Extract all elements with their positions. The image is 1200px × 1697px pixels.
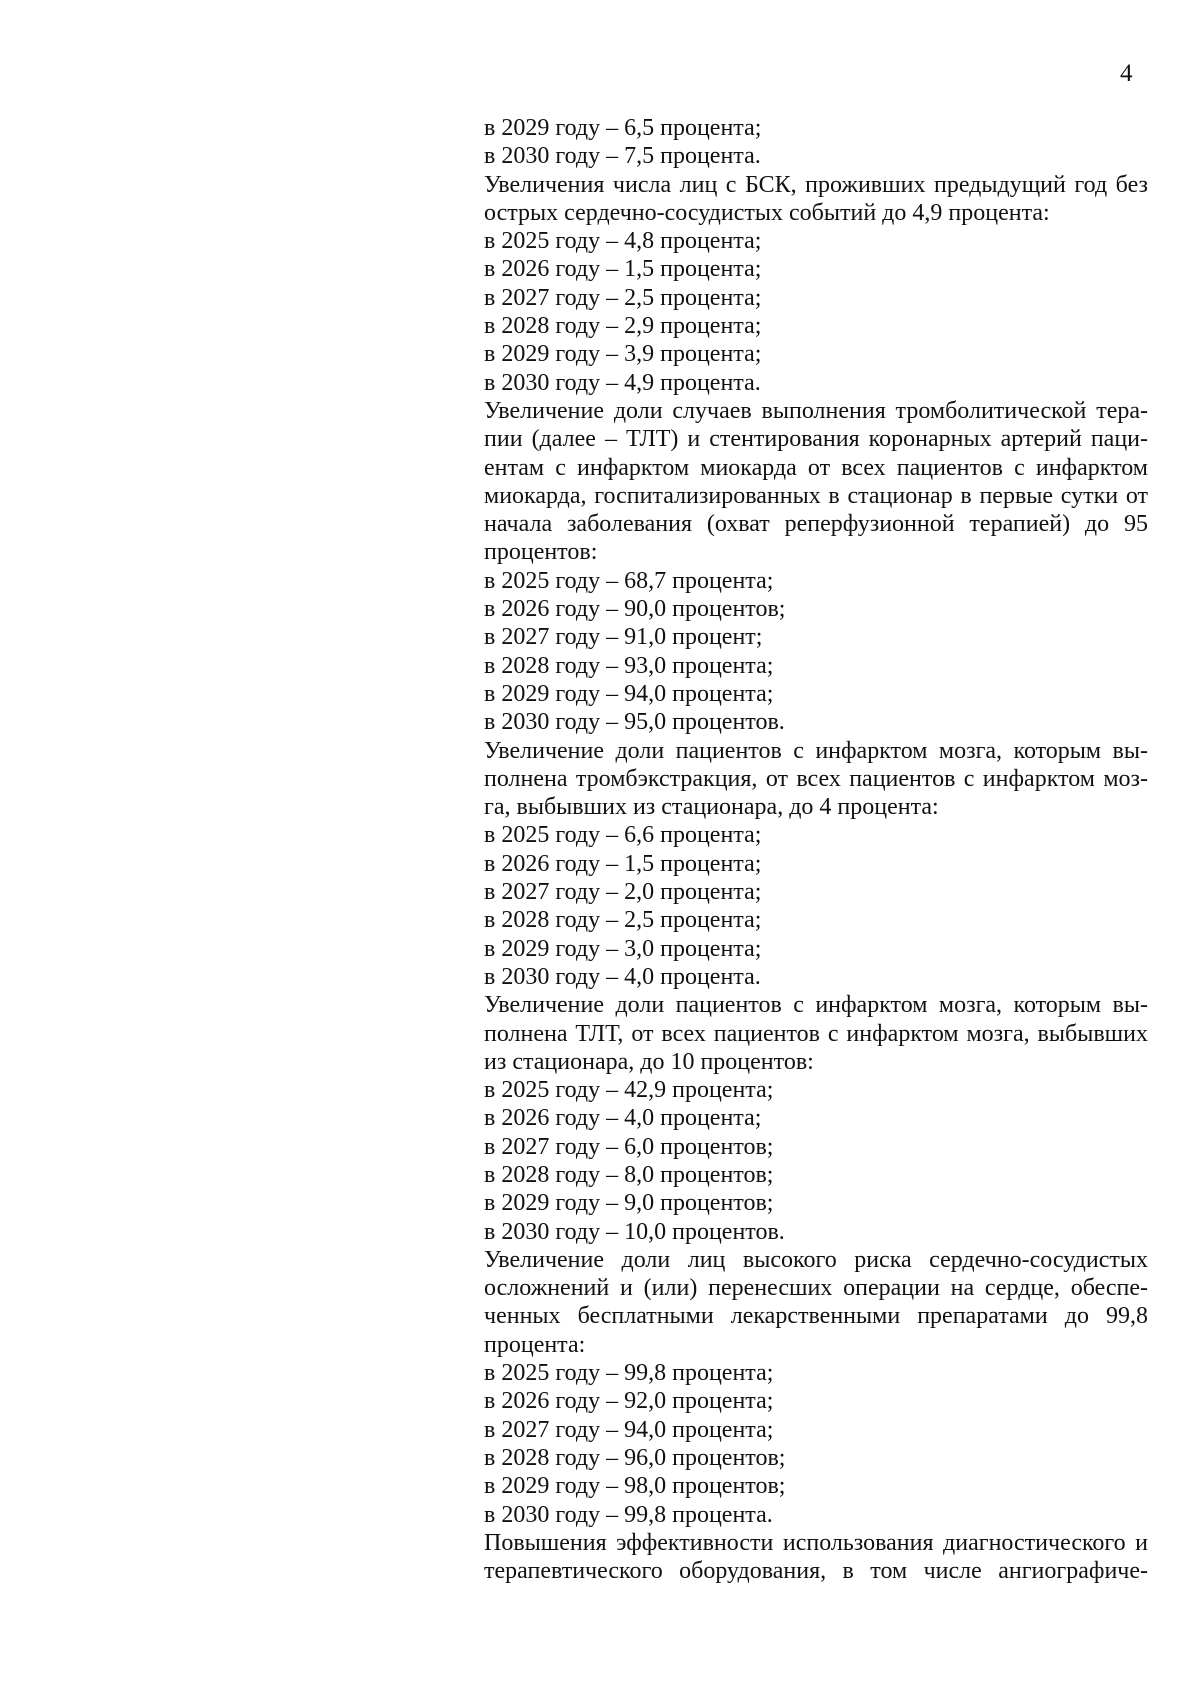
paragraph-line: Увеличение доли случаев выполнения тромболитической тера- xyxy=(484,397,1148,424)
text-line: в 2027 году – 2,5 процента; xyxy=(484,284,762,311)
text-line: в 2029 году – 3,9 процента; xyxy=(484,341,762,368)
text-line: в 2028 году – 93,0 процента; xyxy=(484,652,774,679)
text-line: из стационара, до 10 процентов: xyxy=(484,1048,814,1075)
text-line: в 2026 году – 1,5 процента; xyxy=(484,256,762,283)
text-line: в 2028 году – 2,5 процента; xyxy=(484,907,762,934)
text-line: в 2029 году – 3,0 процента; xyxy=(484,935,762,962)
paragraph-line: Увеличения числа лиц с БСК, проживших предыдущий год без xyxy=(484,171,1148,198)
text-line: в 2025 году – 4,8 процента; xyxy=(484,228,762,255)
text-line: в 2026 году – 1,5 процента; xyxy=(484,850,762,877)
text-line: в 2029 году – 94,0 процента; xyxy=(484,680,774,707)
paragraph-line: терапевтического оборудования, в том числе ангиографиче- xyxy=(484,1558,1148,1585)
text-line: в 2028 году – 8,0 процентов; xyxy=(484,1161,774,1188)
paragraph-line: Увеличение доли пациентов с инфарктом мозга, которым вы- xyxy=(484,992,1148,1019)
paragraph-line: ентам с инфарктом миокарда от всех пациентов с инфарктом xyxy=(484,454,1148,481)
text-line: в 2029 году – 9,0 процентов; xyxy=(484,1190,774,1217)
text-line: в 2027 году – 6,0 процентов; xyxy=(484,1133,774,1160)
text-line: процента: xyxy=(484,1331,586,1358)
page-number: 4 xyxy=(1120,60,1133,87)
document-body xyxy=(484,114,1148,1585)
paragraph-line: осложнений и (или) перенесших операции на сердце, обеспе- xyxy=(484,1275,1148,1302)
text-line: в 2026 году – 4,0 процента; xyxy=(484,1105,762,1132)
text-line: в 2026 году – 92,0 процента; xyxy=(484,1388,774,1415)
text-line: в 2030 году – 4,0 процента. xyxy=(484,963,761,990)
text-line: в 2025 году – 99,8 процента; xyxy=(484,1360,774,1387)
paragraph-line: начала заболевания (охват реперфузионной терапией) до 95 xyxy=(484,511,1148,538)
text-line: в 2028 году – 2,9 процента; xyxy=(484,313,762,340)
text-line: процентов: xyxy=(484,539,598,566)
text-line: в 2028 году – 96,0 процентов; xyxy=(484,1444,786,1471)
paragraph-line: полнена тромбэкстракция, от всех пациентов с инфарктом моз- xyxy=(484,765,1148,792)
text-line: в 2029 году – 98,0 процентов; xyxy=(484,1473,786,1500)
text-line: в 2025 году – 6,6 процента; xyxy=(484,822,762,849)
paragraph-line: Повышения эффективности использования диагностического и xyxy=(484,1529,1148,1556)
text-line: в 2025 году – 42,9 процента; xyxy=(484,1077,774,1104)
paragraph-line: Увеличение доли пациентов с инфарктом мозга, которым вы- xyxy=(484,737,1148,764)
paragraph-line: ченных бесплатными лекарственными препаратами до 99,8 xyxy=(484,1303,1148,1330)
text-line: в 2027 году – 94,0 процента; xyxy=(484,1416,774,1443)
paragraph-line: полнена ТЛТ, от всех пациентов с инфарктом мозга, выбывших xyxy=(484,1020,1148,1047)
text-line: в 2030 году – 10,0 процентов. xyxy=(484,1218,785,1245)
paragraph-line: Увеличение доли лиц высокого риска сердечно-сосудистых xyxy=(484,1246,1148,1273)
text-line: в 2030 году – 99,8 процента. xyxy=(484,1501,773,1528)
text-line: в 2030 году – 7,5 процента. xyxy=(484,143,761,170)
text-line: в 2026 году – 90,0 процентов; xyxy=(484,596,786,623)
paragraph-line: миокарда, госпитализированных в стационар в первые сутки от xyxy=(484,482,1148,509)
text-line: в 2027 году – 2,0 процента; xyxy=(484,879,762,906)
text-line: в 2030 году – 95,0 процентов. xyxy=(484,709,785,736)
text-line: в 2030 году – 4,9 процента. xyxy=(484,369,761,396)
text-line: в 2027 году – 91,0 процент; xyxy=(484,624,763,651)
paragraph-line: пии (далее – ТЛТ) и стентирования коронарных артерий паци- xyxy=(484,426,1148,453)
text-line: в 2025 году – 68,7 процента; xyxy=(484,567,774,594)
text-line: острых сердечно-сосудистых событий до 4,9 процента: xyxy=(484,199,1050,226)
text-line: в 2029 году – 6,5 процента; xyxy=(484,115,762,141)
text-line: га, выбывших из стационара, до 4 процента: xyxy=(484,794,939,821)
